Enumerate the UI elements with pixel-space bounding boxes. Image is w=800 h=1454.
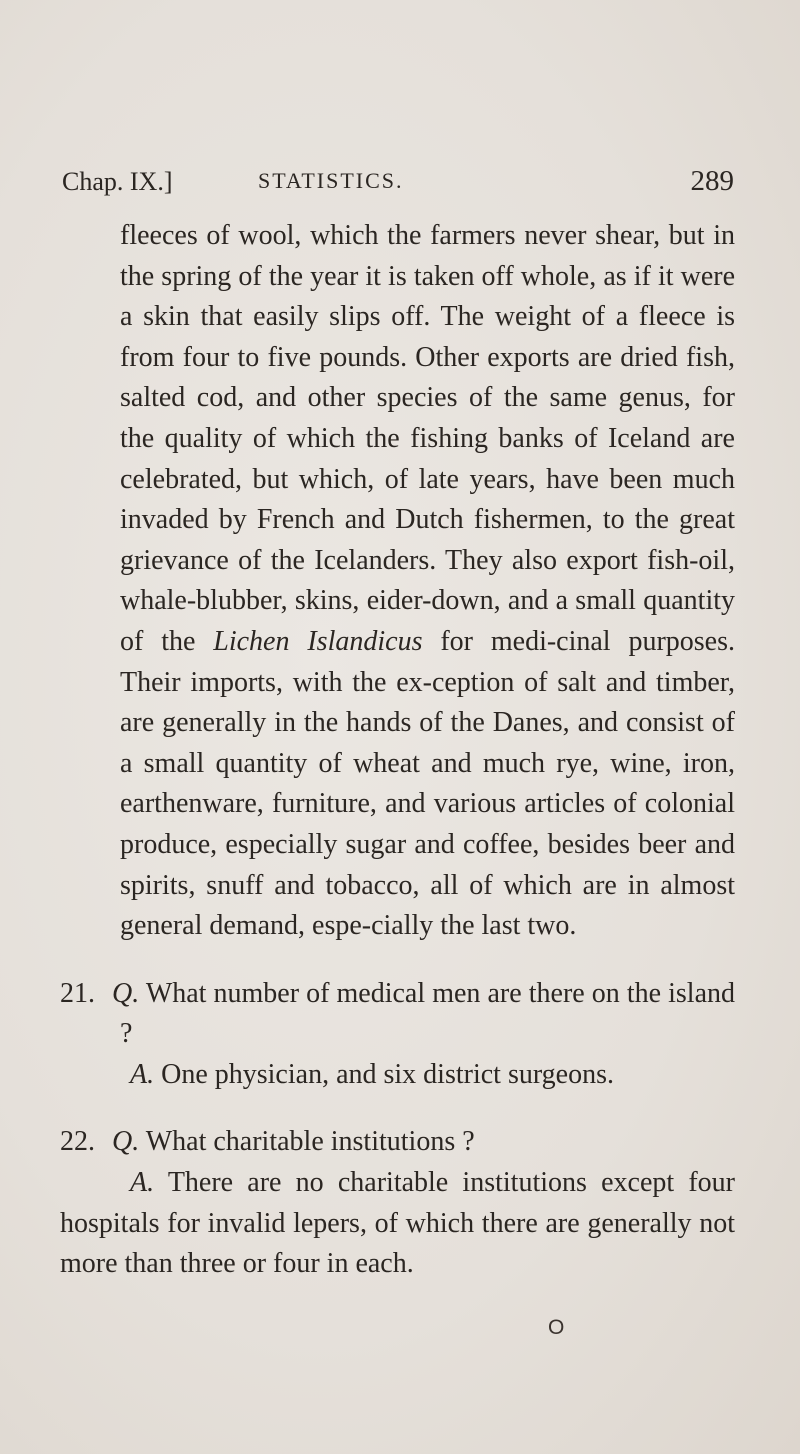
qa-item-21 (60, 974, 735, 1096)
question-line (60, 974, 736, 1055)
running-header (62, 163, 734, 203)
chapter-label: Chap. IX.] (62, 167, 173, 196)
q-marker: Q. (112, 977, 140, 1009)
qa-item-22 (60, 1122, 735, 1284)
item-number: 22. (60, 1126, 95, 1158)
question-line (60, 1122, 735, 1163)
question-text: What charitable institutions ? (145, 1126, 475, 1158)
question-text: What number of medical men are there on the island ? (120, 977, 736, 1050)
a-marker: A. (130, 1058, 155, 1090)
page-body (60, 216, 735, 1285)
item-number: 21. (60, 977, 95, 1009)
answer-line (60, 1163, 735, 1285)
answer-line (120, 1055, 735, 1096)
page-number: 289 (690, 165, 734, 197)
running-title: STATISTICS. (258, 168, 404, 193)
body-paragraph (60, 216, 735, 947)
paragraph-text: fleeces of wool, which the farmers never shear, but in the spring of the year it is taken off whole, as if it were a skin that easily slips off. The weight of a fleece is from four to five pounds. Other exports are dried fish, salted cod, and other species of the same genus, for the quality of which the fishing banks of Iceland are celebrated, but which, of late years, have been much invaded by French and Dutch fishermen, to the great grievance of the Icelanders. They also export fish-oil, whale-blubber, skins, eider-down, and a small quantity of the (120, 220, 735, 657)
paragraph-text-cont: for medi-cinal purposes. Their imports, with the ex-ception of salt and timber, are generally in the hands of the Danes, and consist of a small quantity of wheat and much rye, wine, iron, earthenware, furniture, and various articles of colonial produce, especially sugar and coffee, besides beer and spirits, snuff and tobacco, all of which are in almost general demand, espe-cially the last two. (120, 625, 736, 942)
answer-text: One physician, and six district surgeons. (161, 1058, 614, 1090)
q-marker: Q. (112, 1126, 140, 1158)
signature-mark: O (548, 1316, 565, 1339)
a-marker: A. (130, 1167, 155, 1199)
species-name: Lichen Islandicus (213, 625, 423, 657)
answer-text: There are no charitable institutions except four hospitals for invalid lepers, of which there are generally not more than three or four in each. (60, 1167, 736, 1280)
